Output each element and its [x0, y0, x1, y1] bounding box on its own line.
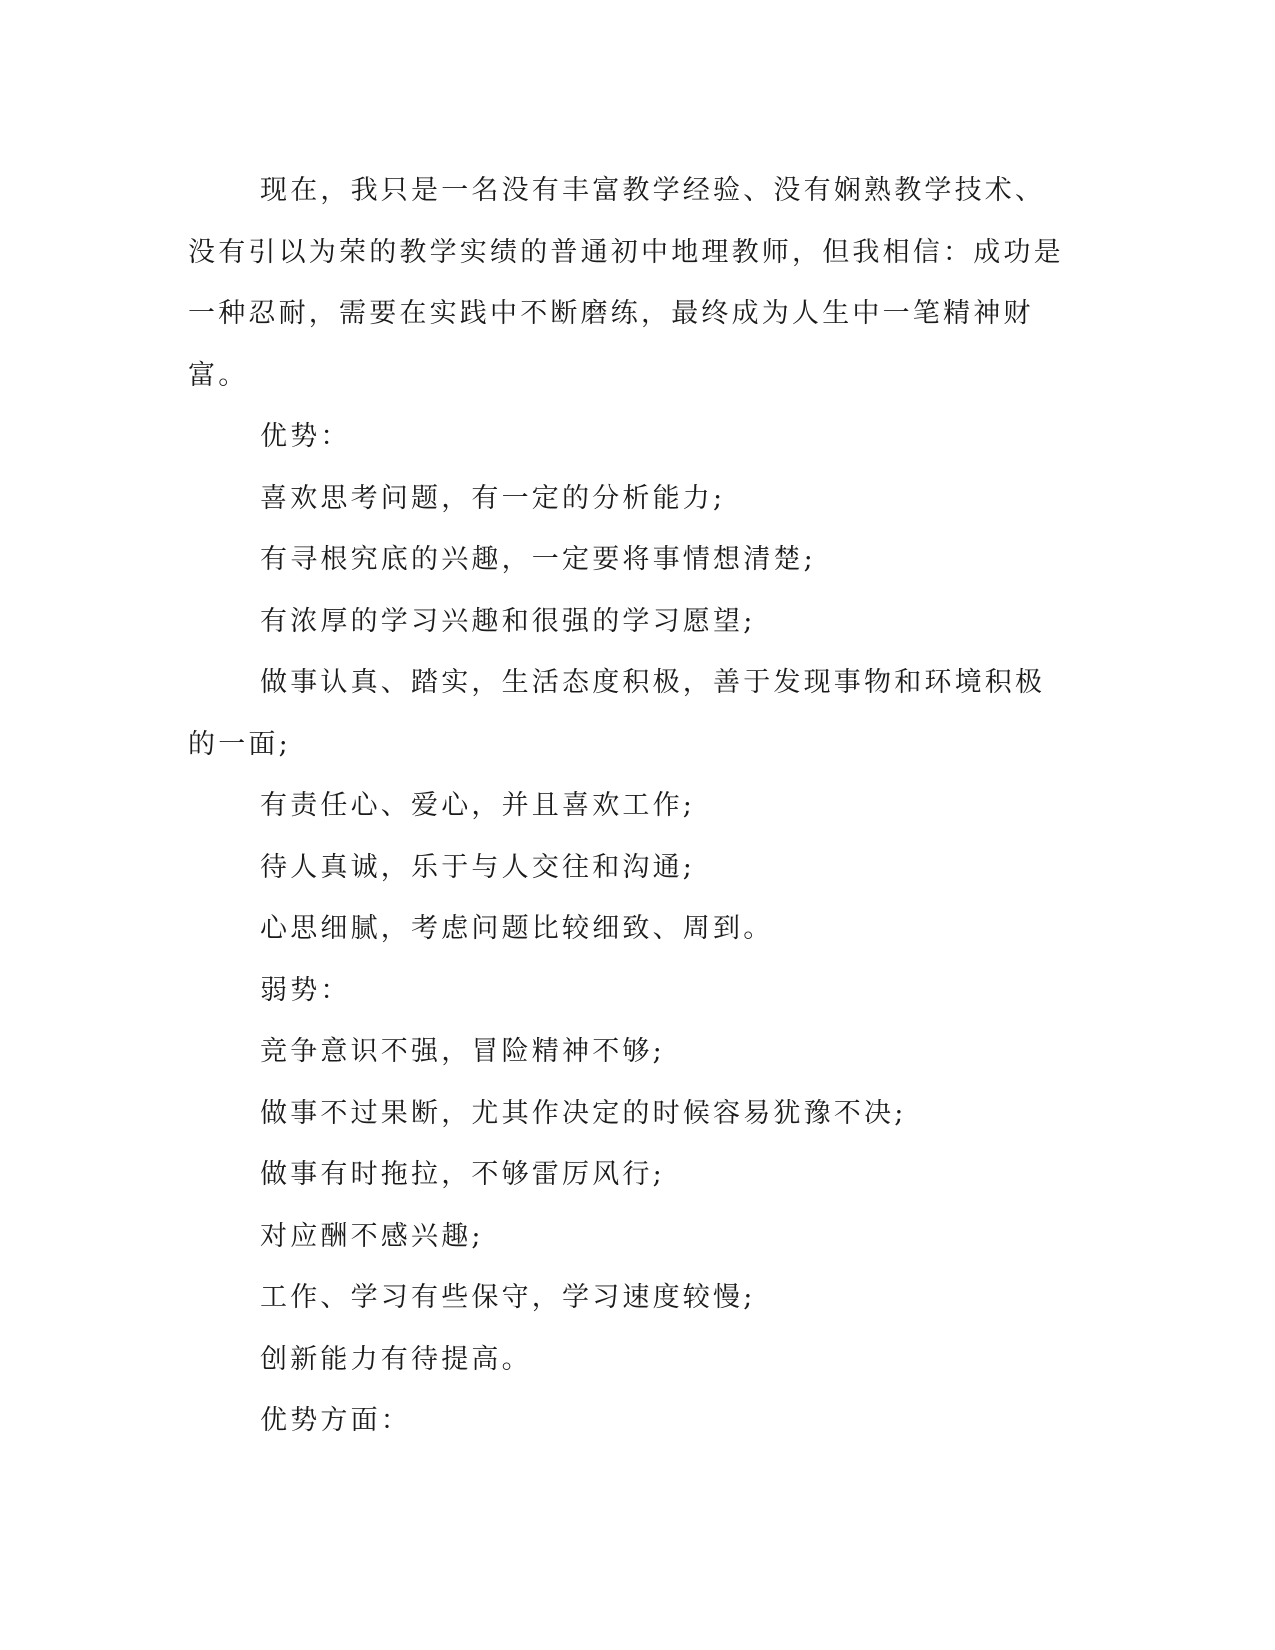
list-item: 有责任心、爱心，并且喜欢工作;: [260, 790, 696, 821]
list-item: 待人真诚，乐于与人交往和沟通;: [260, 851, 696, 883]
heading-strengths: 优势：: [260, 421, 351, 452]
heading-weaknesses: 弱势：: [260, 974, 351, 1006]
list-item: 做事认真、踏实，生活态度积极，善于发现事物和环境积极的一面;: [188, 667, 1046, 760]
list-item: 有浓厚的学习兴趣和很强的学习愿望;: [260, 605, 756, 637]
document-body: [188, 160, 1068, 1452]
list-item: 心思细腻，考虑问题比较细致、周到。: [260, 913, 774, 944]
list-item: 工作、学习有些保守，学习速度较慢;: [260, 1282, 756, 1313]
list-item: 创新能力有待提高。: [260, 1343, 532, 1375]
list-item: 竞争意识不强，冒险精神不够;: [260, 1036, 665, 1067]
paragraph-intro: 现在，我只是一名没有丰富教学经验、没有娴熟教学技术、没有引以为荣的教学实绩的普通初中地理教师，但我相信：成功是一种忍耐，需要在实践中不断磨练，最终成为人生中一笔精神财富。: [188, 175, 1064, 391]
list-item: 做事不过果断，尤其作决定的时候容易犹豫不决;: [260, 1097, 907, 1129]
list-item: 有寻根究底的兴趣，一定要将事情想清楚;: [260, 544, 816, 575]
heading-strengths-aspects: 优势方面：: [260, 1405, 411, 1436]
list-item: 喜欢思考问题，有一定的分析能力;: [260, 482, 726, 514]
list-item: 对应酬不感兴趣;: [260, 1220, 484, 1252]
list-item: 做事有时拖拉，不够雷厉风行;: [260, 1159, 665, 1190]
